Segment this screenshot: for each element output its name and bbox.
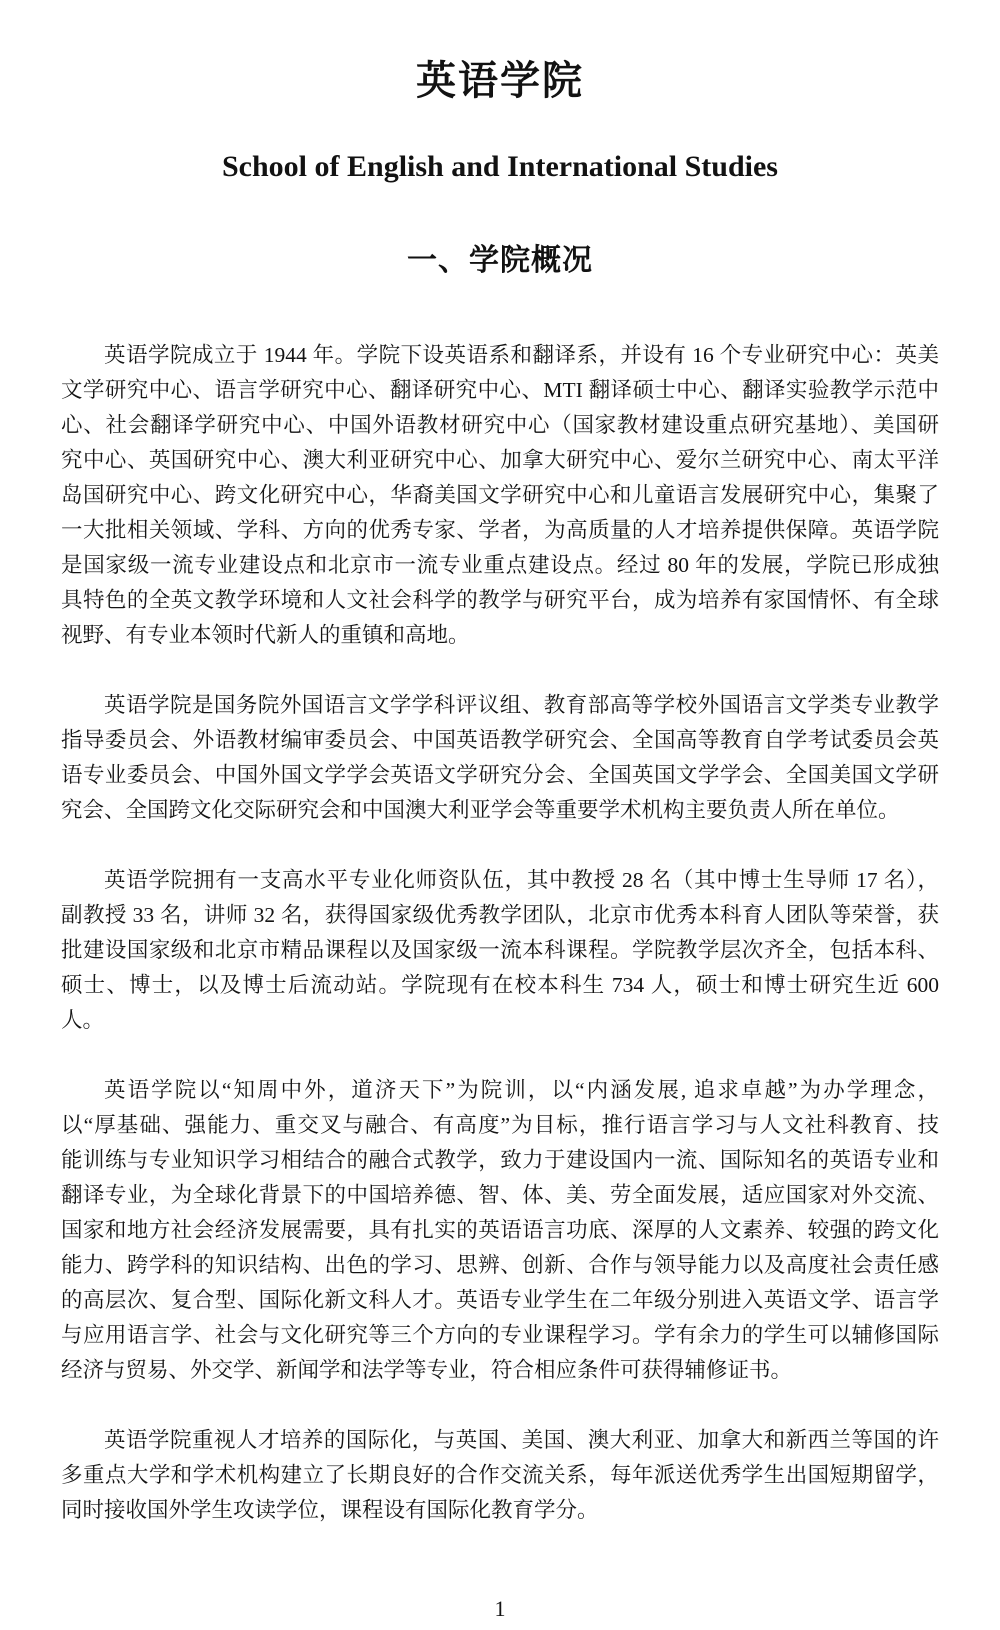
text-line: 人。 [61, 1008, 105, 1032]
text-line: 与应用语言学、社会与文化研究等三个方向的专业课程学习。学有余力的学生可以辅修国际 [61, 1323, 939, 1347]
text-line: 硕士、博士，以及博士后流动站。学院现有在校本科生 734 人，硕士和博士研究生近 600 [61, 973, 939, 997]
text-line: 批建设国家级和北京市精品课程以及国家级一流本科课程。学院教学层次齐全，包括本科、 [61, 938, 939, 962]
document-title-english: School of English and International Studies [222, 150, 778, 183]
text-line: 英语学院是国务院外国语言文学学科评议组、教育部高等学校外国语言文学类专业教学 [104, 693, 939, 717]
paragraph-overview [61, 338, 939, 653]
text-line: 能力、跨学科的知识结构、出色的学习、思辨、创新、合作与领导能力以及高度社会责任感 [61, 1253, 939, 1277]
paragraph-faculty [61, 863, 939, 1038]
page-number: 1 [494, 1596, 506, 1621]
text-line: 语专业委员会、中国外国文学学会英语文学研究分会、全国英国文学学会、全国美国文学研 [61, 763, 939, 787]
text-line: 的高层次、复合型、国际化新文科人才。英语专业学生在二年级分别进入英语文学、语言学 [61, 1288, 939, 1312]
text-line: 英语学院以“知周中外，道济天下”为院训，以“内涵发展, 追求卓越”为办学理念， [104, 1078, 939, 1102]
text-line: 文学研究中心、语言学研究中心、翻译研究中心、MTI 翻译硕士中心、翻译实验教学示范中 [61, 378, 939, 402]
text-line: 是国家级一流专业建设点和北京市一流专业重点建设点。经过 80 年的发展，学院已形成独 [61, 553, 939, 577]
section-heading: 一、学院概况 [407, 244, 593, 277]
text-line: 英语学院成立于 1944 年。学院下设英语系和翻译系，并设有 16 个专业研究中心：英美 [104, 343, 939, 367]
text-line: 一大批相关领域、学科、方向的优秀专家、学者，为高质量的人才培养提供保障。英语学院 [61, 518, 939, 542]
text-line: 指导委员会、外语教材编审委员会、中国英语教学研究会、全国高等教育自学考试委员会英 [61, 728, 939, 752]
document-body [61, 338, 939, 1528]
text-line: 视野、有专业本领时代新人的重镇和高地。 [61, 623, 470, 647]
paragraph-philosophy [61, 1073, 939, 1388]
text-line: 岛国研究中心、跨文化研究中心，华裔美国文学研究中心和儿童语言发展研究中心，集聚了 [61, 483, 939, 507]
text-line: 副教授 33 名，讲师 32 名，获得国家级优秀教学团队，北京市优秀本科育人团队等荣誉，获 [61, 903, 939, 927]
paragraph-academic-bodies [61, 688, 939, 828]
paragraph-internationalization [61, 1423, 939, 1528]
text-line: 英语学院重视人才培养的国际化，与英国、美国、澳大利亚、加拿大和新西兰等国的许 [104, 1428, 939, 1452]
text-line: 具特色的全英文教学环境和人文社会科学的教学与研究平台，成为培养有家国情怀、有全球 [61, 588, 939, 612]
document-title-chinese: 英语学院 [416, 59, 584, 103]
text-line: 究会、全国跨文化交际研究会和中国澳大利亚学会等重要学术机构主要负责人所在单位。 [61, 798, 900, 822]
text-line: 究中心、英国研究中心、澳大利亚研究中心、加拿大研究中心、爱尔兰研究中心、南太平洋 [61, 448, 939, 472]
text-line: 心、社会翻译学研究中心、中国外语教材研究中心（国家教材建设重点研究基地）、美国研 [61, 413, 939, 437]
text-line: 同时接收国外学生攻读学位，课程设有国际化教育学分。 [61, 1498, 599, 1522]
text-line: 翻译专业，为全球化背景下的中国培养德、智、体、美、劳全面发展，适应国家对外交流、 [61, 1183, 939, 1207]
text-line: 国家和地方社会经济发展需要，具有扎实的英语语言功底、深厚的人文素养、较强的跨文化 [61, 1218, 939, 1242]
text-line: 能训练与专业知识学习相结合的融合式教学，致力于建设国内一流、国际知名的英语专业和 [61, 1148, 939, 1172]
text-line: 英语学院拥有一支高水平专业化师资队伍，其中教授 28 名（其中博士生导师 17 名）， [104, 868, 939, 892]
text-line: 以“厚基础、强能力、重交叉与融合、有高度”为目标，推行语言学习与人文社科教育、技 [61, 1113, 939, 1137]
text-line: 多重点大学和学术机构建立了长期良好的合作交流关系，每年派送优秀学生出国短期留学， [61, 1463, 939, 1487]
text-line: 经济与贸易、外交学、新闻学和法学等专业，符合相应条件可获得辅修证书。 [61, 1358, 793, 1382]
